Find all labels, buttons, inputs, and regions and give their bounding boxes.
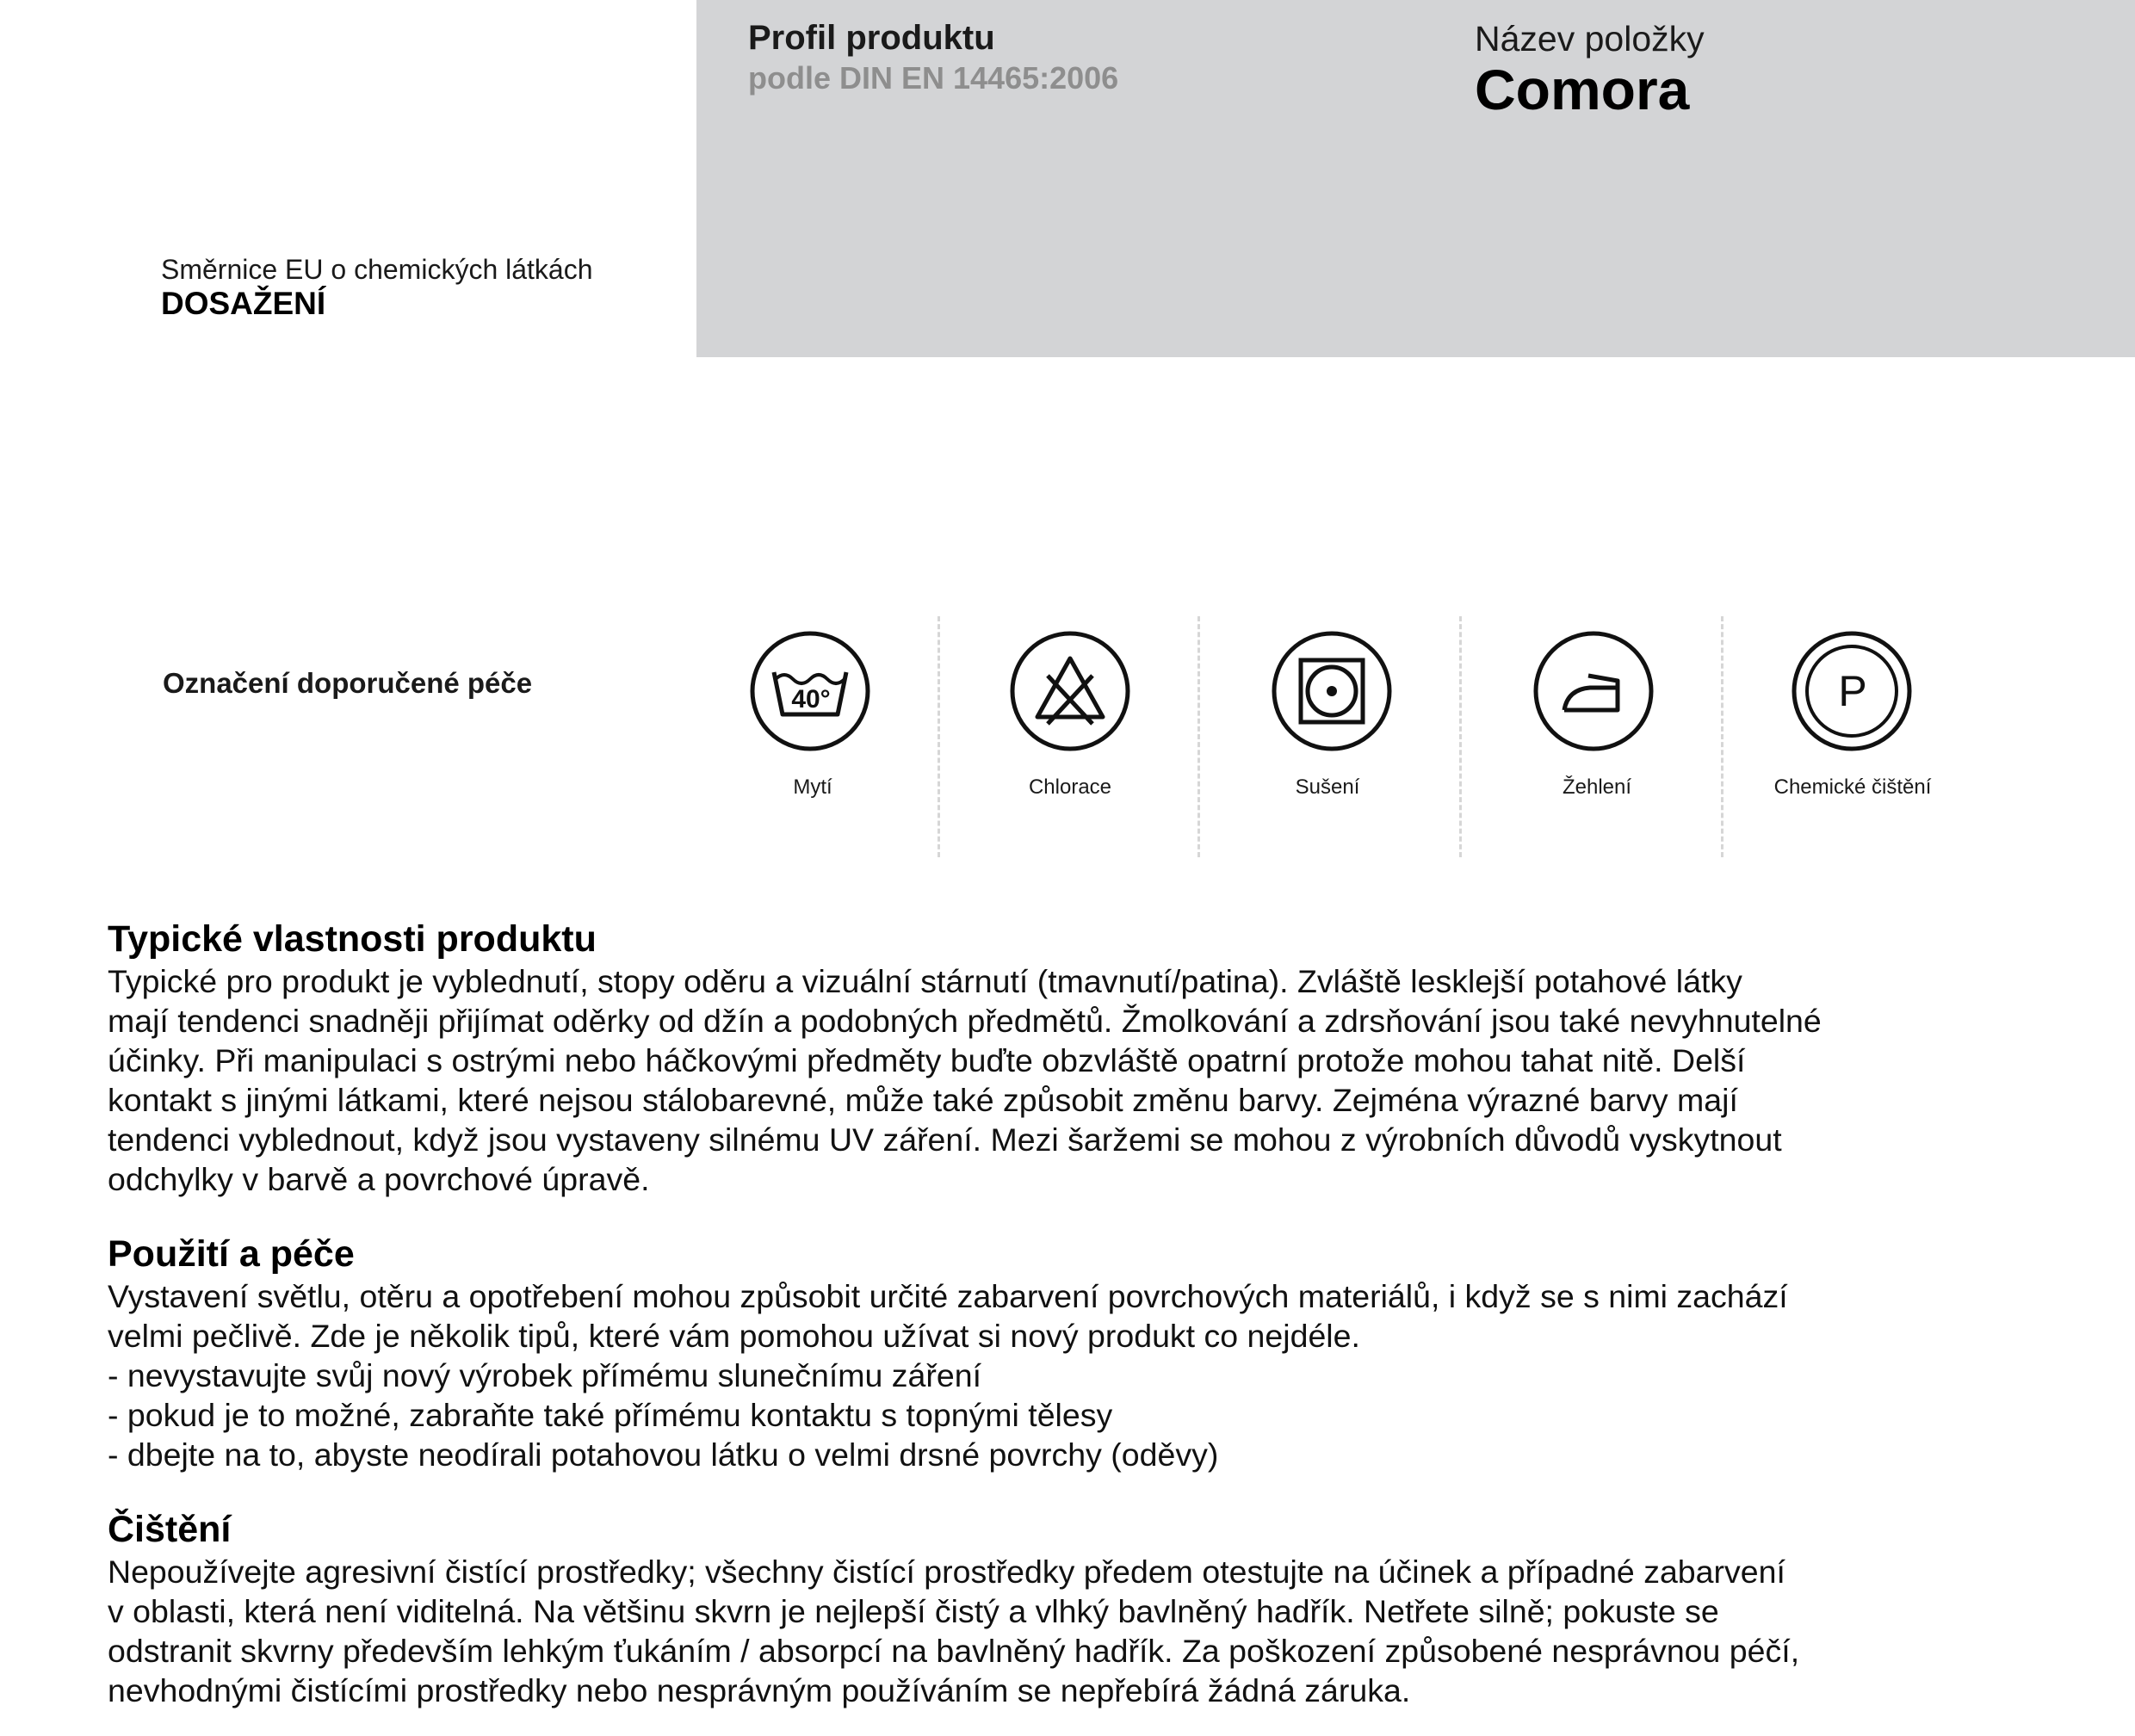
dry-clean-p-icon	[1792, 631, 1912, 751]
text-line: odchylky v barvě a povrchové úpravě.	[108, 1161, 650, 1197]
care-label-dry-cleaning: Chemické čištění	[1773, 775, 1932, 799]
care-divider	[1721, 616, 1723, 857]
svg-text:40°: 40°	[791, 685, 831, 714]
properties-heading: Typické vlastnosti produktu	[108, 918, 597, 960]
care-label-washing: Mytí	[793, 775, 832, 799]
cleaning-heading: Čištění	[108, 1509, 232, 1550]
care-label-bleach: Chlorace	[1028, 775, 1112, 799]
text-line: kontakt s jinými látkami, které nejsou stálobarevné, může také způsobit změnu barvy. Zejména výrazné barvy mají	[108, 1082, 1738, 1118]
text-line: odstranit skvrny především lehkým ťukáním / absorpcí na bavlněný hadřík. Za poškození způsobené nesprávnou péčí,	[108, 1633, 1800, 1669]
tumble-dry-icon	[1272, 631, 1392, 751]
care-divider	[1197, 616, 1200, 857]
text-line: nevhodnými čistícími prostředky nebo nesprávným používáním se nepřebírá žádná záruka.	[108, 1672, 1411, 1708]
care-label-drying: Sušení	[1295, 775, 1360, 799]
text-line: Typické pro produkt je vyblednutí, stopy oděru a vizuální stárnutí (tmavnutí/patina). Zvláště lesklejší potahové látky	[108, 963, 1742, 999]
text-line: velmi pečlivě. Zde je několik tipů, které vám pomohou užívat si nový produkt co nejdéle.	[108, 1318, 1360, 1354]
iron-icon	[1533, 631, 1654, 751]
text-line: v oblasti, která není viditelná. Na většinu skvrn je nejlepší čistý a vlhký bavlněný hadřík. Netřete silně; pokuste se	[108, 1593, 1719, 1629]
usage-heading: Použití a péče	[108, 1233, 355, 1275]
wash-40-icon	[750, 631, 870, 751]
care-label-ironing: Žehlení	[1562, 775, 1632, 799]
text-line: mají tendenci snadněji přijímat oděrky od džín a podobných předmětů. Žmolkování a zdrsňování jsou také nevyhnutelné	[108, 1003, 1822, 1039]
reach-title: DOSAŽENÍ	[161, 286, 326, 321]
cleaning-text	[108, 1552, 2113, 1710]
care-divider	[938, 616, 940, 857]
care-divider	[1459, 616, 1462, 857]
text-line: Nepoužívejte agresivní čistící prostředky; všechny čistící prostředky předem otestujte na účinek a případné zabarvení	[108, 1554, 1785, 1590]
text-line: účinky. Při manipulaci s ostrými nebo háčkovými předměty buďte obzvláště opatrní protože mohou tahat nitě. Delší	[108, 1042, 1746, 1078]
reach-directive-label: Směrnice EU o chemických látkách	[161, 254, 593, 285]
usage-text	[108, 1276, 2113, 1474]
text-line: - nevystavujte svůj nový výrobek přímému slunečnímu záření	[108, 1357, 982, 1393]
item-name-label: Název položky	[1475, 19, 1705, 59]
item-name: Comora	[1475, 58, 1690, 121]
no-bleach-icon	[1010, 631, 1130, 751]
text-line: - pokud je to možné, zabraňte také přímému kontaktu s topnými tělesy	[108, 1397, 1113, 1433]
text-line: tendenci vyblednout, když jsou vystaveny silnému UV záření. Mezi šaržemi se mohou z výrobních důvodů vyskytnout	[108, 1121, 1782, 1158]
profile-title: Profil produktu	[748, 19, 995, 57]
profile-standard: podle DIN EN 14465:2006	[748, 60, 1119, 96]
text-line: - dbejte na to, abyste neodírali potahovou látku o velmi drsné povrchy (oděvy)	[108, 1436, 1219, 1473]
svg-text:P: P	[1838, 667, 1867, 715]
text-line: Vystavení světlu, otěru a opotřebení mohou způsobit určité zabarvení povrchových materiálů, i když se s nimi zachází	[108, 1278, 1788, 1314]
care-symbols-heading: Označení doporučené péče	[163, 667, 533, 699]
properties-text	[108, 961, 2113, 1199]
